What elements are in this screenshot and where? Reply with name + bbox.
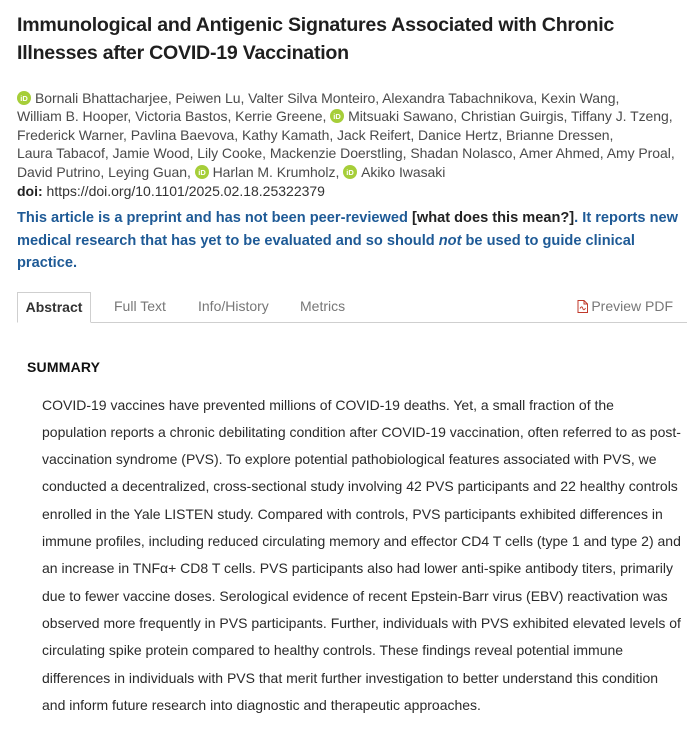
svg-text:iD: iD <box>346 167 354 177</box>
author-separator: , <box>335 163 340 180</box>
author-name[interactable]: Valter Silva Monteiro <box>248 90 376 106</box>
author-separator: , <box>599 145 604 162</box>
author-item <box>418 127 502 143</box>
author-separator: , <box>262 145 266 162</box>
author-name[interactable]: Tiffany J. Tzeng <box>570 108 669 125</box>
author-item <box>461 108 567 124</box>
orcid-icon[interactable] <box>343 165 357 179</box>
author-item <box>113 145 194 161</box>
what-does-this-mean-link[interactable]: what does this mean? <box>416 210 570 227</box>
author-name[interactable]: Mitsuaki Sawano <box>348 108 454 125</box>
author-item <box>17 164 104 180</box>
notice-part1: This article is a preprint and has not been peer-reviewed <box>17 210 412 227</box>
author-name[interactable]: Shadan Nolasco <box>410 145 513 162</box>
author-name[interactable]: Lily Cooke <box>197 145 263 162</box>
abstract-text: COVID-19 vaccines have prevented millions of COVID-19 deaths. Yet, a small fraction of the population reports a chronic debilitating condition after COVID-19 vaccination, often referred to as post-vaccination syndrome (PVS). To explore potential pathobiological features associated with PVS, we conducted a decentralized, cross-sectional study involving 42 PVS participants and 22 healthy controls enrolled in the Yale LISTEN study. Compared with controls, PVS participants exhibited differences in immune profiles, including reduced circulating memory and effector CD4 T cells (type 1 and type 2) and an increase in TNFα+ CD8 T cells. PVS participants also had lower anti-spike antibody titers, primarily due to fewer vaccine doses. Serological evidence of recent Epstein-Barr virus (EBV) reactivation was observed more frequently in PVS participants. Further, individuals with PVS exhibited elevated levels of circulating spike protein compared to healthy controls. These findings reveal potential immune differences in individuals with PVS that merit further investigation to better understand this condition and inform future research into diagnostic and therapeutic approaches. <box>42 396 681 713</box>
notice-bracket-open: [ <box>411 210 417 227</box>
author-separator: , <box>410 126 415 143</box>
author-item <box>343 164 445 180</box>
doi-label: doi: <box>17 183 43 200</box>
notice-emphasis: not <box>438 232 462 249</box>
author-item <box>195 164 340 180</box>
author-name[interactable]: Christian Guirgis <box>460 108 564 125</box>
orcid-icon[interactable] <box>195 165 209 179</box>
preview-pdf-label: Preview PDF <box>591 297 673 314</box>
notice-bracket-close: ] <box>569 210 575 227</box>
author-name[interactable]: Akiko Iwasaki <box>361 163 446 180</box>
tab-info-history[interactable]: Info/History <box>198 297 269 314</box>
author-item <box>541 90 619 106</box>
author-name[interactable]: Leying Guan <box>108 163 187 180</box>
notice-part2: . It reports new medical research that has yet to be evaluated and so should <box>17 210 678 249</box>
orcid-icon[interactable] <box>330 109 344 123</box>
author-separator: , <box>453 108 458 125</box>
author-separator: , <box>167 90 172 106</box>
svg-text:iD: iD <box>197 167 206 177</box>
author-item <box>135 108 231 124</box>
author-separator: , <box>670 145 675 162</box>
author-separator: , <box>609 126 614 143</box>
author-item <box>337 127 414 143</box>
tab-abstract[interactable]: Abstract <box>17 292 91 323</box>
author-separator: , <box>563 108 568 125</box>
author-separator: , <box>402 145 407 162</box>
article-tabs <box>17 292 687 323</box>
author-separator: , <box>234 126 239 143</box>
orcid-icon[interactable] <box>17 91 31 105</box>
author-separator: , <box>375 90 380 106</box>
author-name[interactable]: Danice Hertz <box>418 126 499 143</box>
author-item <box>242 127 333 143</box>
author-item <box>330 108 457 124</box>
article-title: Immunological and Antigenic Signatures Associated with Chronic Illnesses after COVID-19 Vaccination <box>17 14 615 64</box>
author-list <box>17 89 687 181</box>
author-separator: , <box>104 145 109 162</box>
author-name[interactable]: Alexandra Tabachnikova <box>382 90 534 106</box>
author-item <box>17 145 109 161</box>
author-name[interactable]: Mackenzie Doerstling <box>269 145 403 162</box>
author-separator: , <box>227 108 232 125</box>
author-item <box>17 108 131 124</box>
author-separator: , <box>512 145 517 162</box>
author-name[interactable]: David Putrino <box>17 163 101 180</box>
author-name[interactable]: Peiwen Lu <box>175 90 241 106</box>
author-item <box>571 108 673 124</box>
doi-link[interactable]: https://doi.org/10.1101/2025.02.18.25322379 <box>46 183 325 200</box>
notice-part3: be used to guide clinical practice. <box>17 232 635 272</box>
author-name[interactable]: Brianne Dressen <box>506 126 610 143</box>
author-name[interactable]: Victoria Bastos <box>135 108 228 125</box>
author-name[interactable]: Bornali Bhattacharjee <box>35 90 168 106</box>
author-name[interactable]: Harlan M. Krumholz <box>212 163 336 180</box>
article-page <box>0 11 693 753</box>
author-separator: , <box>329 126 334 143</box>
summary-heading: SUMMARY <box>27 358 101 375</box>
author-name[interactable]: Amer Ahmed <box>519 145 600 162</box>
tab-full-text[interactable]: Full Text <box>114 297 166 314</box>
author-item <box>270 145 407 161</box>
author-item <box>248 90 379 106</box>
author-item <box>17 90 172 106</box>
author-name[interactable]: Jamie Wood <box>112 145 190 162</box>
tab-metrics[interactable]: Metrics <box>300 297 346 314</box>
author-item <box>176 90 245 106</box>
author-name[interactable]: Amy Proal <box>606 145 671 162</box>
author-separator: , <box>498 126 503 143</box>
author-separator: , <box>100 163 105 180</box>
author-item <box>235 108 326 124</box>
author-name[interactable]: Kexin Wang <box>541 90 616 106</box>
author-item <box>382 90 537 106</box>
author-item <box>506 127 613 143</box>
author-separator: , <box>615 90 620 106</box>
author-separator: , <box>240 90 245 106</box>
author-name[interactable]: Frederick Warner <box>17 126 124 143</box>
author-separator: , <box>123 126 127 143</box>
doi-line <box>17 182 687 200</box>
pdf-file-icon <box>577 294 588 323</box>
preprint-notice <box>17 207 687 275</box>
author-item <box>108 164 191 180</box>
author-separator: , <box>186 163 191 180</box>
author-name[interactable]: Laura Tabacof <box>17 145 105 162</box>
author-item <box>410 145 516 161</box>
author-name[interactable]: Pavlina Baevova <box>130 126 235 143</box>
author-separator: , <box>668 108 673 125</box>
author-separator: , <box>127 108 132 125</box>
preview-pdf-button[interactable] <box>577 292 673 323</box>
svg-text:iD: iD <box>333 112 341 122</box>
author-name[interactable]: Jack Reifert <box>337 126 411 143</box>
author-item <box>17 127 127 143</box>
author-name[interactable]: William B. Hooper <box>17 108 128 125</box>
author-name[interactable]: Kathy Kamath <box>241 126 330 143</box>
author-separator: , <box>189 145 194 162</box>
author-separator: , <box>322 108 327 125</box>
author-name[interactable]: Kerrie Greene <box>235 108 323 125</box>
author-item <box>131 127 238 143</box>
author-separator: , <box>533 90 538 106</box>
svg-text:iD: iD <box>20 94 28 103</box>
author-item <box>519 145 603 161</box>
author-item <box>607 145 675 161</box>
author-item <box>197 145 266 161</box>
